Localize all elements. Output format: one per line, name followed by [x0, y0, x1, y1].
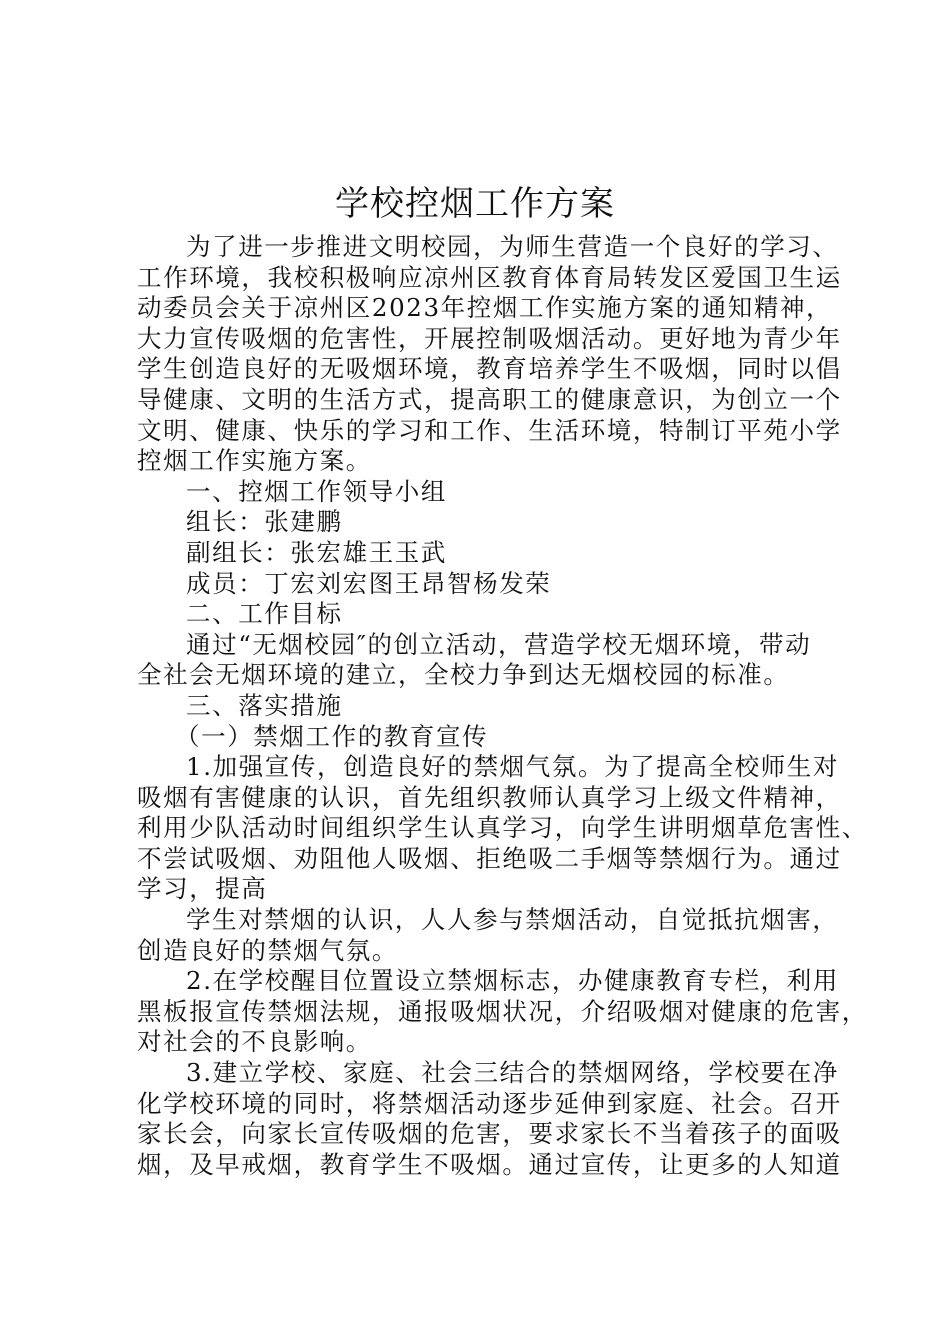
text-line: 黑板报宣传禁烟法规，通报吸烟状况，介绍吸烟对健康的危害，	[137, 996, 868, 1026]
text-line: 为了进一步推进文明校园，为师生营造一个良好的学习、	[186, 232, 839, 261]
text-line: 二、工作目标	[186, 599, 343, 629]
text-line: （一）禁烟工作的教育宣传	[175, 721, 489, 751]
text-line: 对社会的不良影响。	[137, 1027, 372, 1057]
text-line: 全社会无烟环境的建立，全校力争到达无烟校园的标准。	[137, 660, 790, 690]
text-line: 利用少队活动时间组织学生认真学习，向学生讲明烟草危害性、	[137, 813, 868, 843]
text-line: 导健康、文明的生活方式，提高职工的健康意识，为创立一个	[137, 384, 842, 414]
text-line: 副组长：张宏雄王玉武	[186, 537, 447, 567]
text-line: 学生创造良好的无吸烟环境，教育培养学生不吸烟，同时以倡	[137, 354, 842, 384]
text-line: 组长：张建鹏	[186, 507, 343, 537]
text-line: 成员：丁宏刘宏图王昂智杨发荣	[186, 568, 552, 598]
text-line: 工作环境，我校积极响应凉州区教育体育局转发区爱国卫生运	[137, 262, 842, 292]
text-line: 三、落实措施	[186, 690, 343, 720]
text-line: 烟，及早戒烟，教育学生不吸烟。通过宣传，让更多的人知道	[137, 1149, 842, 1179]
text-line: 2.在学校醒目位置设立禁烟标志，办健康教育专栏，利用	[186, 966, 839, 996]
text-line: 通过“无烟校园″的创立活动，营造学校无烟环境，带动	[186, 629, 812, 659]
text-line: 创造良好的禁烟气氛。	[137, 935, 398, 965]
text-line: 化学校环境的同时，将禁烟活动逐步延伸到家庭、社会。召开	[137, 1088, 842, 1118]
text-line: 控烟工作实施方案。	[137, 446, 372, 476]
text-line: 学习，提高	[137, 874, 268, 904]
document-title: 学校控烟工作方案	[335, 184, 615, 224]
text-line: 学生对禁烟的认识，人人参与禁烟活动，自觉抵抗烟害，	[186, 905, 839, 935]
text-line: 一、控烟工作领导小组	[186, 476, 447, 506]
text-line: 文明、健康、快乐的学习和工作、生活环境，特制订平苑小学	[137, 415, 842, 445]
document-body	[137, 232, 868, 1180]
text-line: 1.加强宣传，创造良好的禁烟气氛。为了提高全校师生对	[186, 752, 839, 782]
text-line: 动委员会关于凉州区2023年控烟工作实施方案的通知精神，	[137, 293, 833, 323]
text-line: 大力宣传吸烟的危害性，开展控制吸烟活动。更好地为青少年	[137, 323, 842, 353]
text-line: 吸烟有害健康的认识，首先组织教师认真学习上级文件精神，	[137, 782, 842, 812]
text-line: 3.建立学校、家庭、社会三结合的禁烟网络，学校要在净	[186, 1058, 839, 1088]
text-line: 家长会，向家长宣传吸烟的危害，要求家长不当着孩子的面吸	[137, 1119, 842, 1149]
text-line: 不尝试吸烟、劝阻他人吸烟、拒绝吸二手烟等禁烟行为。通过	[137, 843, 842, 873]
